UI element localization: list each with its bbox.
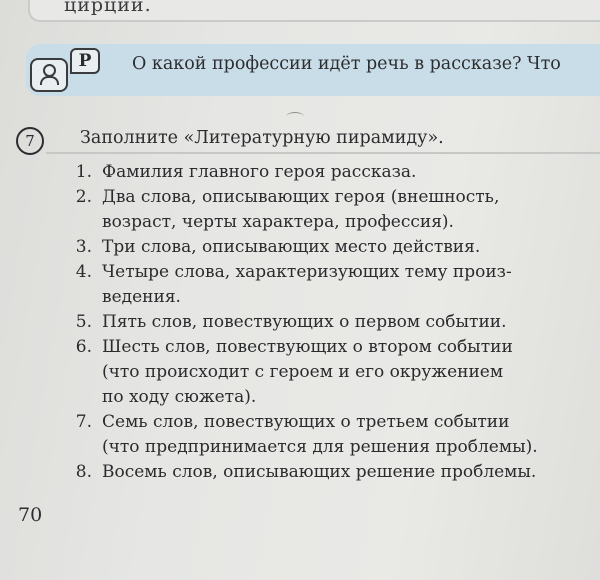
item-number: 4.: [75, 262, 92, 282]
divider: [46, 152, 600, 154]
pyramid-list: [0, 160, 600, 485]
item-text: Восемь слов, описывающих решение проблемы.: [102, 462, 537, 482]
p-badge-icon: Р: [70, 48, 100, 74]
item-text: Три слова, описывающих место действия.: [102, 237, 481, 257]
section-number: 7: [16, 127, 44, 155]
item-text: Пять слов, повествующих о первом событии.: [102, 312, 507, 332]
list-item: [0, 335, 600, 410]
item-number: 6.: [75, 337, 92, 357]
list-item: [0, 310, 600, 335]
item-text: Два слова, описывающих героя (внешность, возраст, черты характера, профессия).: [102, 187, 500, 232]
item-text: Шесть слов, повествующих о втором событии (что происходит с героем и его окружением по ходу сюжета).: [102, 337, 513, 407]
item-number: 1.: [75, 162, 92, 182]
item-text: Семь слов, повествующих о третьем событии (что предпринимается для решения проблемы).: [102, 412, 538, 457]
person-icon: [30, 58, 68, 92]
task-question: О какой профессии идёт речь в рассказе? Что: [132, 54, 561, 74]
item-text: Фамилия главного героя рассказа.: [102, 162, 417, 182]
item-number: 3.: [75, 237, 92, 257]
pencil-mark: [286, 112, 304, 121]
list-item: [0, 160, 600, 185]
previous-task-fragment: цирции.: [64, 0, 152, 16]
list-item: [0, 185, 600, 235]
list-item: [0, 460, 600, 485]
list-item: [0, 410, 600, 460]
item-number: 8.: [75, 462, 92, 482]
list-item: [0, 260, 600, 310]
item-number: 2.: [75, 187, 92, 207]
item-number: 5.: [75, 312, 92, 332]
item-text: Четыре слова, характеризующих тему произ- ведения.: [102, 262, 512, 307]
page-number: 70: [18, 504, 43, 526]
item-number: 7.: [75, 412, 92, 432]
list-item: [0, 235, 600, 260]
section-title: Заполните «Литературную пирамиду».: [80, 128, 444, 148]
